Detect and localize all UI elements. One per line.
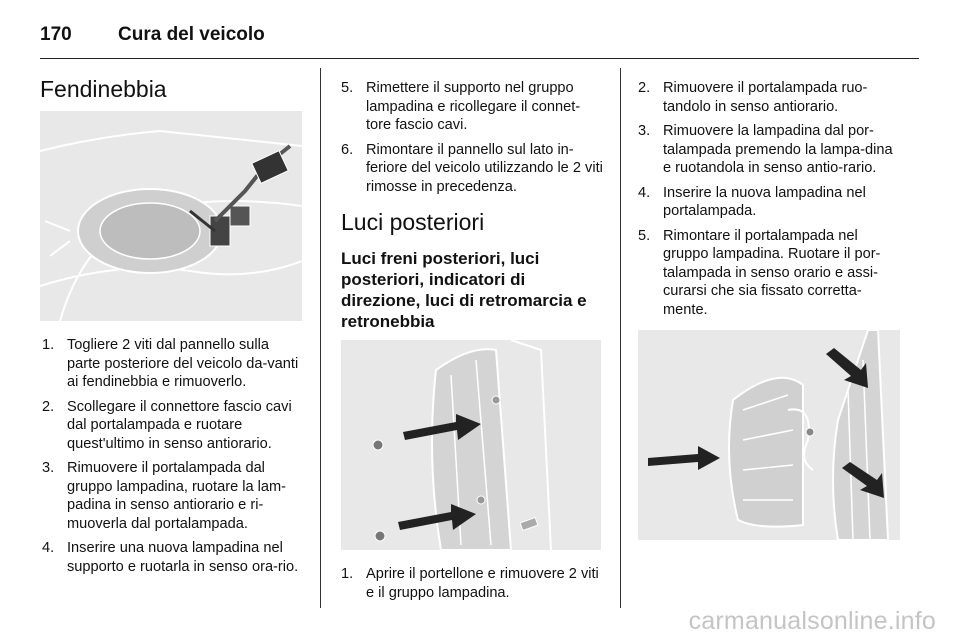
page-number: 170: [40, 24, 72, 45]
step-number: 4.: [638, 184, 651, 201]
step-number: 2.: [42, 398, 55, 415]
list-item: [341, 141, 605, 197]
rear-light-steps-continued: [638, 79, 904, 325]
rear-light-drawing: [341, 340, 601, 550]
step-text: Aprire il portellone e rimuovere 2 viti e il gruppo lampadina.: [366, 566, 599, 601]
list-item: [42, 459, 306, 533]
list-item: [638, 227, 904, 320]
section-heading-luci-posteriori: Luci posteriori: [341, 209, 485, 235]
step-text: Scollegare il connettore fascio cavi dal portalampada e ruotare quest'ultimo in senso antiorario.: [67, 398, 292, 452]
list-item: [42, 336, 306, 392]
list-item: [42, 398, 306, 454]
step-number: 3.: [42, 460, 55, 476]
column-divider-1: [320, 68, 321, 608]
page-header: [40, 20, 265, 50]
fog-lamp-illustration: [40, 111, 302, 321]
lamp-holder-illustration: [638, 330, 900, 540]
rear-light-removal-illustration: [341, 340, 601, 550]
list-item: [341, 565, 605, 602]
subsection-heading: Luci freni posteriori, luci posteriori, indicatori di direzione, luci di retromarcia e retronebbia: [341, 249, 587, 331]
step-number: 2.: [638, 80, 651, 96]
step-number: 1.: [42, 337, 55, 353]
step-number: 6.: [341, 141, 354, 158]
step-text: Rimontare il portalampada nel gruppo lampadina. Ruotare il por-talampada in senso orario e assi-curarsi che sia fissato corretta-mente.: [663, 227, 881, 318]
step-text: Rimettere il supporto nel gruppo lampadina e ricollegare il connet-tore fascio cavi.: [366, 80, 581, 133]
step-number: 1.: [341, 566, 354, 582]
step-text: Rimontare il pannello sul lato in-feriore del veicolo utilizzando le 2 viti rimosse in precedenza.: [366, 141, 603, 195]
lamp-holder-drawing: [638, 330, 900, 540]
step-text: Rimuovere il portalampada dal gruppo lampadina, ruotare la lam-padina in senso antiorario e ri-muoverla dal portalampada.: [67, 460, 287, 532]
header-rule: [40, 58, 919, 59]
list-item: [638, 122, 904, 178]
step-number: 4.: [42, 540, 55, 556]
step-number: 5.: [341, 80, 354, 96]
step-text: Rimuovere la lampadina dal por-talampada premendo la lampa-dina e ruotandola in senso antio-rario.: [663, 123, 893, 176]
step-text: Inserire una nuova lampadina nel supporto e ruotarla in senso ora-rio.: [67, 540, 299, 575]
list-item: [341, 79, 605, 135]
rear-light-steps: [341, 565, 605, 608]
chapter-title: Cura del veicolo: [118, 24, 265, 45]
section-heading-fendinebbia: Fendinebbia: [40, 76, 167, 102]
watermark: carmanualsonline.info: [688, 607, 936, 635]
step-number: 5.: [638, 227, 651, 244]
list-item: [638, 79, 904, 116]
list-item: [42, 539, 306, 576]
list-item: [638, 184, 904, 221]
step-number: 3.: [638, 123, 651, 139]
fog-lamp-drawing: [40, 111, 302, 321]
step-text: Inserire la nuova lampadina nel portalampada.: [663, 184, 866, 219]
fog-lamp-steps: [42, 336, 306, 582]
fog-lamp-steps-continued: [341, 79, 605, 202]
step-text: Togliere 2 viti dal pannello sulla parte posteriore del veicolo da-vanti ai fendinebbia e rimuoverlo.: [67, 337, 299, 390]
step-text: Rimuovere il portalampada ruo-tandolo in senso antiorario.: [663, 80, 868, 115]
column-divider-2: [620, 68, 621, 608]
